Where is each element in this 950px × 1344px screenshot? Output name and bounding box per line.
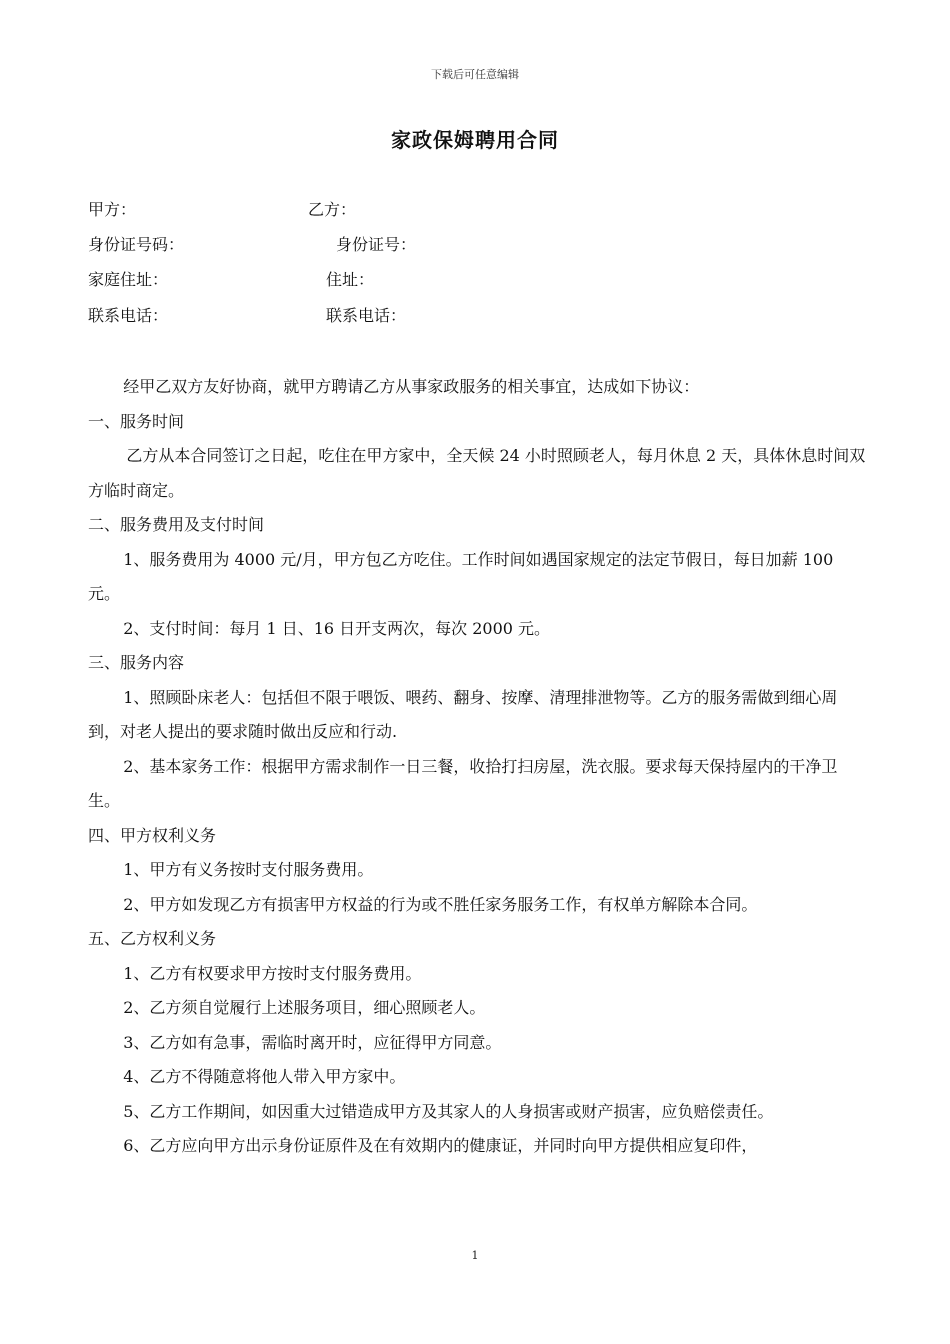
party-a-address-label: 家庭住址： xyxy=(88,270,169,289)
paragraph: 2、甲方如发现乙方有损害甲方权益的行为或不胜任家务服务工作，有权单方解除本合同。 xyxy=(123,894,758,914)
paragraph: 1、服务费用为 4000 元/月，甲方包乙方吃住。工作时间如遇国家规定的法定节假日，每日加薪 100 元。 xyxy=(88,549,834,603)
paragraph: 乙方从本合同签订之日起，吃住在甲方家中，全天候 24 小时照顾老人，每月休息 2 天，具体休息时间双方临时商定。 xyxy=(88,446,866,500)
paragraph: 1、乙方有权要求甲方按时支付服务费用。 xyxy=(123,963,422,983)
section-heading: 四、甲方权利义务 xyxy=(88,825,217,845)
section-heading: 一、服务时间 xyxy=(88,411,185,431)
paragraph: 2、支付时间：每月 1 日、16 日开支两次，每次 2000 元。 xyxy=(123,618,551,638)
intro-paragraph: 经甲乙双方友好协商，就甲方聘请乙方从事家政服务的相关事宜，达成如下协议： xyxy=(123,377,700,396)
document-title: 家政保姆聘用合同 xyxy=(391,128,559,152)
party-b-phone-label: 联系电话： xyxy=(326,306,407,325)
section-heading: 五、乙方权利义务 xyxy=(88,929,217,948)
contract-body xyxy=(88,370,868,1164)
paragraph: 5、乙方工作期间，如因重大过错造成甲方及其家人的人身损害或财产损害，应负赔偿责任。 xyxy=(123,1101,774,1121)
party-b-id-label: 身份证号： xyxy=(336,235,417,254)
party-a-label: 甲方： xyxy=(88,200,137,219)
party-a-id-label: 身份证号码： xyxy=(88,235,185,254)
paragraph: 2、基本家务工作：根据甲方需求制作一日三餐，收拾打扫房屋，洗衣服。要求每天保持屋内的干净卫生。 xyxy=(88,756,838,810)
paragraph: 3、乙方如有急事，需临时离开时，应征得甲方同意。 xyxy=(123,1032,502,1052)
paragraph: 1、照顾卧床老人：包括但不限于喂饭、喂药、翻身、按摩、清理排泄物等。乙方的服务需做到细心周到，对老人提出的要求随时做出反应和行动. xyxy=(88,687,838,741)
party-b-address-label: 住址： xyxy=(326,270,375,289)
party-row-4 xyxy=(88,304,407,328)
paragraph: 1、甲方有义务按时支付服务费用。 xyxy=(123,860,374,879)
paragraph: 6、乙方应向甲方出示身份证原件及在有效期内的健康证，并同时向甲方提供相应复印件， xyxy=(123,1136,758,1155)
paragraph: 2、乙方须自觉履行上述服务项目，细心照顾老人。 xyxy=(123,998,486,1017)
party-row-2 xyxy=(88,233,417,257)
party-b-label: 乙方： xyxy=(308,200,357,219)
paragraph: 4、乙方不得随意将他人带入甲方家中。 xyxy=(123,1067,406,1086)
section-heading: 三、服务内容 xyxy=(88,653,185,672)
section-heading: 二、服务费用及支付时间 xyxy=(88,515,265,534)
party-row-1 xyxy=(88,198,357,222)
header-note: 下载后可任意编辑 xyxy=(431,68,519,81)
party-a-phone-label: 联系电话： xyxy=(88,306,169,325)
party-row-3 xyxy=(88,268,375,292)
page-number: 1 xyxy=(471,1249,479,1262)
